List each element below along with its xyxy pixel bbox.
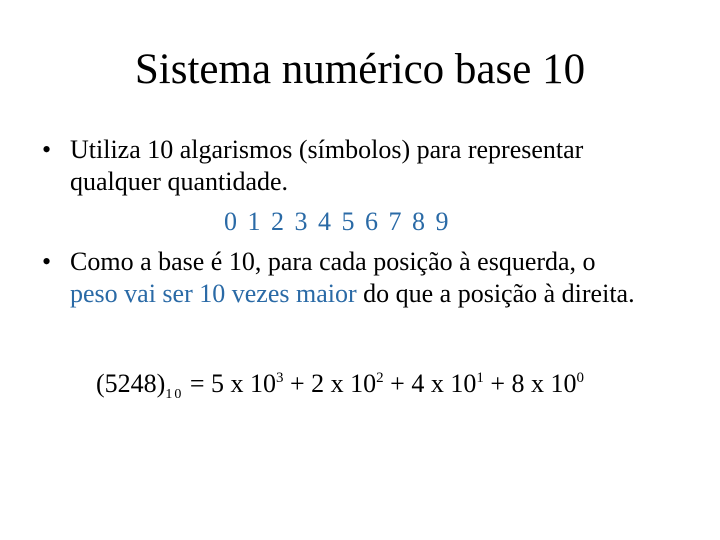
expansion-formula [96, 362, 584, 411]
formula-term: 4 x 10 [411, 369, 477, 398]
formula-equals: = [183, 369, 211, 398]
bullet-line: qualquer quantidade. [70, 167, 289, 196]
bullet-text [70, 246, 700, 310]
bullet-line-mixed [70, 278, 700, 310]
formula-exponent: 1 [476, 370, 484, 386]
formula-plus: + [283, 369, 312, 398]
formula-term: 8 x 10 [511, 369, 577, 398]
formula-term: 2 x 10 [311, 369, 377, 398]
formula-exponent: 3 [276, 370, 284, 386]
formula-plus: + [383, 369, 412, 398]
bullet-line: Utiliza 10 algarismos (símbolos) para representar [70, 135, 584, 164]
digits-list: 0 1 2 3 4 5 6 7 8 9 [224, 207, 451, 236]
bullet-marker: • [42, 247, 52, 276]
slide-title: Sistema numérico base 10 [134, 46, 586, 93]
bullet-text [70, 134, 700, 198]
formula-exponent: 2 [376, 370, 384, 386]
formula-base-subscript: 10 [165, 387, 184, 402]
highlighted-phrase: peso vai ser 10 vezes maior [70, 279, 357, 308]
formula-term: 5 x 10 [211, 369, 276, 398]
formula-plus: + [483, 369, 512, 398]
bullet-marker: • [42, 135, 52, 164]
bullet-line: Como a base é 10, para cada posição à esquerda, o [70, 247, 596, 276]
formula-number: (5248) [96, 369, 166, 398]
formula-exponent: 0 [576, 370, 585, 386]
bullet-line-rest: do que a posição à direita. [356, 279, 635, 308]
